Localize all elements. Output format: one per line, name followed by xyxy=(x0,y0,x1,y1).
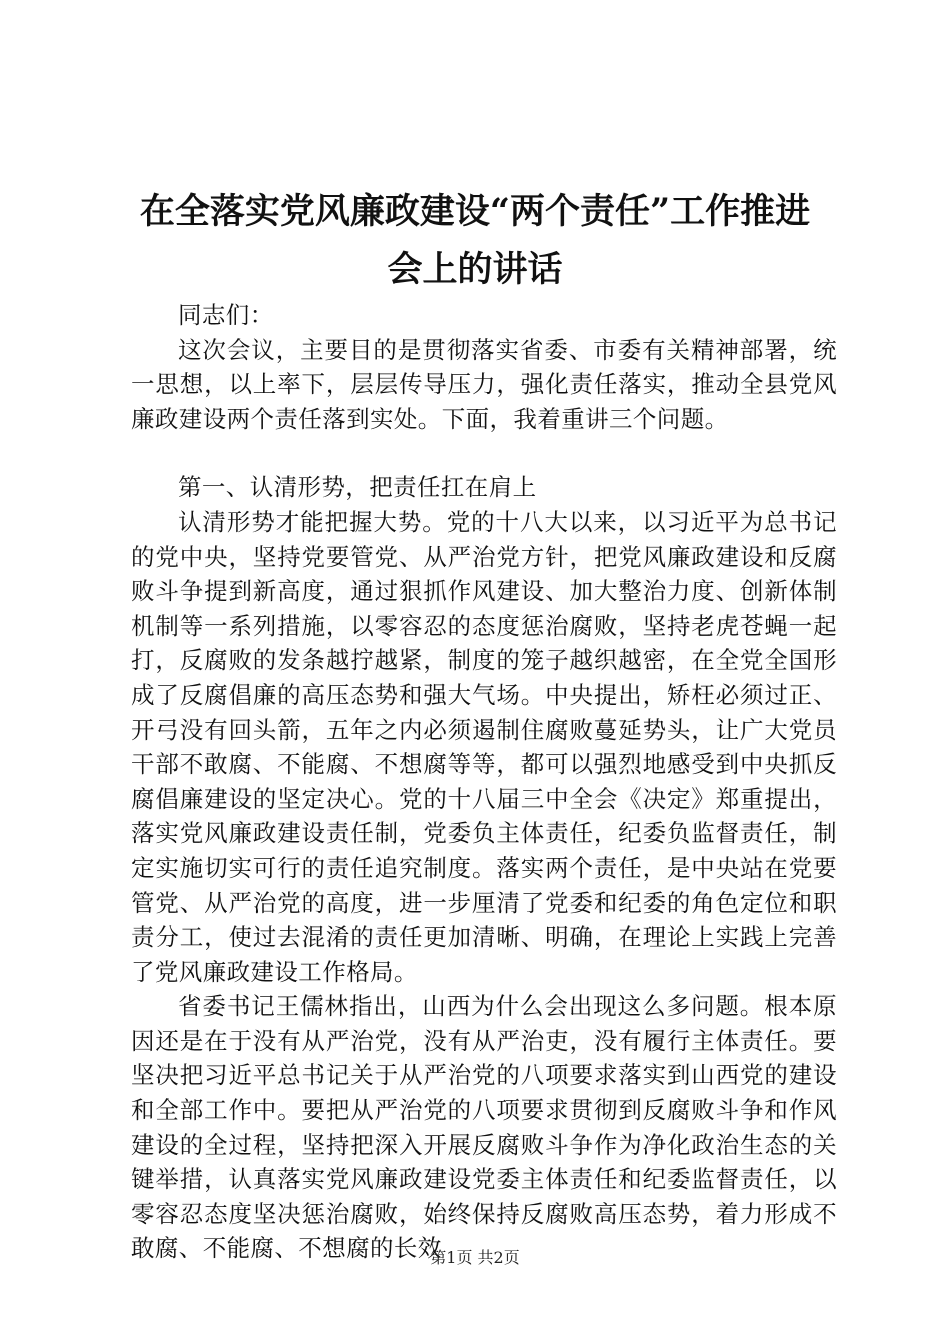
body-paragraph: 省委书记王儒林指出，山西为什么会出现这么多问题。根本原因还是在于没有从严治党，没有从严治吏，没有履行主体责任。要坚决把习近平总书记关于从严治党的八项要求落实到山西党的建设和全部工作中。要把从严治党的八项要求贯彻到反腐败斗争和作风建设的全过程，坚持把深入开展反腐败斗争作为净化政治生态的关键举措，认真落实党风廉政建设党委主体责任和纪委监督责任，以零容忍态度坚决惩治腐败，始终保持反腐败高压态势，着力形成不敢腐、不能腐、不想腐的长效 xyxy=(131,992,837,1263)
document-title-line-2: 会上的讲话 xyxy=(387,249,563,290)
section-heading: 第一、认清形势，把责任扛在肩上 xyxy=(178,473,537,502)
body-paragraph: 认清形势才能把握大势。党的十八大以来，以习近平为总书记的党中央，坚持党要管党、从严治党方针，把党风廉政建设和反腐败斗争提到新高度，通过狠抓作风建设、加大整治力度、创新体制机制等一系列措施，以零容忍的态度惩治腐败，坚持老虎苍蝇一起打，反腐败的发条越拧越紧，制度的笼子越织越密，在全党全国形成了反腐倡廉的高压态势和强大气场。中央提出，矫枉必须过正、开弓没有回头箭，五年之内必须遏制住腐败蔓延势头，让广大党员干部不敢腐、不能腐、不想腐等等，都可以强烈地感受到中央抓反腐倡廉建设的坚定决心。党的十八届三中全会《决定》郑重提出，落实党风廉政建设责任制，党委负主体责任，纪委负监督责任，制定实施切实可行的责任追究制度。落实两个责任，是中央站在党要管党、从严治党的高度，进一步厘清了党委和纪委的角色定位和职责分工，使过去混淆的责任更加清晰、明确，在理论上实践上完善了党风廉政建设工作格局。 xyxy=(131,507,837,986)
document-title-line-1: 在全落实党风廉政建设“两个责任”工作推进 xyxy=(139,191,811,232)
intro-paragraph: 这次会议，主要目的是贯彻落实省委、市委有关精神部署，统一思想，以上率下，层层传导压力，强化责任落实，推动全县党风廉政建设两个责任落到实处。下面，我着重讲三个问题。 xyxy=(131,335,837,433)
document-body xyxy=(131,298,837,1266)
salutation: 同志们： xyxy=(178,301,274,329)
page-footer: 第1页 共2页 xyxy=(430,1248,520,1267)
